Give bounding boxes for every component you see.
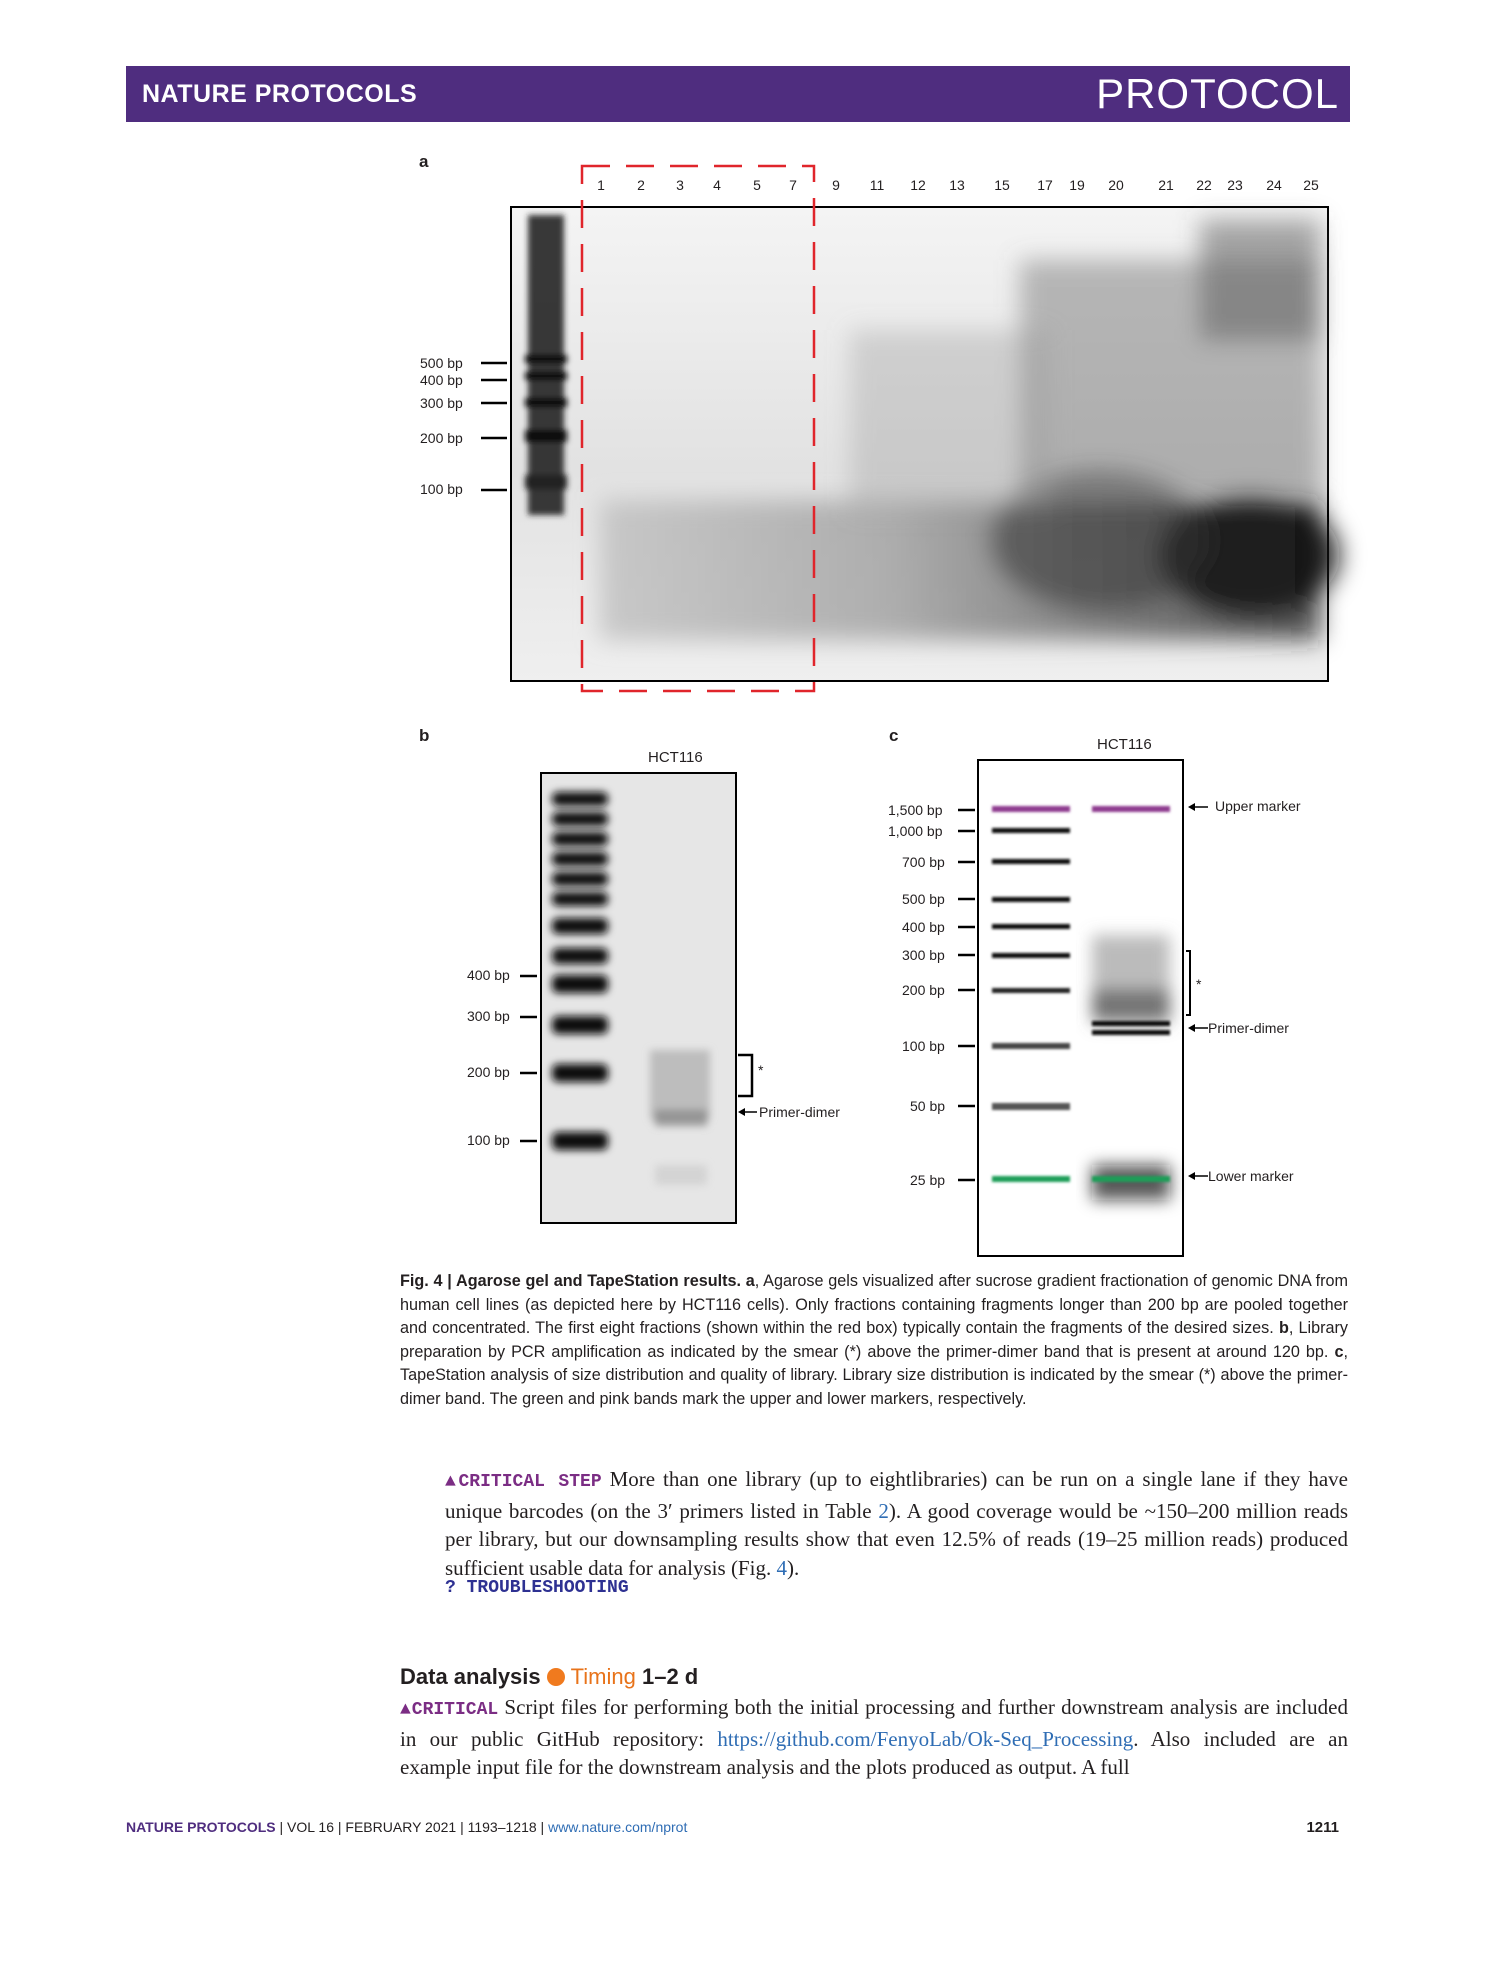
data-analysis-heading <box>400 1664 698 1690</box>
panel-c-smear-bracket <box>1186 951 1190 1015</box>
panel-a-ladder-400: 400 bp <box>420 372 463 388</box>
panel-c-ladder-200: 200 bp <box>902 982 945 998</box>
data-analysis-text-1: Script files for performing both the initial processing and further downstream analysis are included in our public GitHub repository: <box>400 1695 1348 1751</box>
panel-a-lane-label: 7 <box>789 177 797 193</box>
panel-a-lane-label: 20 <box>1108 177 1124 193</box>
panel-a-lane-label: 25 <box>1303 177 1319 193</box>
caption-c-text: , TapeStation analysis of size distribution and quality of library. Library size distribution is indicated by the smear (*) above the primer-dimer band. The green and pink bands mark the upper and lower markers, respectively. <box>400 1342 1348 1408</box>
panel-c-ladder-1000: 1,000 bp <box>888 823 943 839</box>
panel-a-lane-label: 24 <box>1266 177 1282 193</box>
panel-b-ladder-100: 100 bp <box>467 1132 510 1148</box>
ladder-upper-marker-band <box>992 806 1070 812</box>
panel-a-lane-label: 17 <box>1037 177 1053 193</box>
footer-sep: | <box>275 1819 288 1835</box>
panel-a-lane-label: 3 <box>676 177 684 193</box>
timing-dot-icon <box>547 1668 565 1686</box>
panel-a-ladder-300: 300 bp <box>420 395 463 411</box>
panel-a-lane-label: 19 <box>1069 177 1085 193</box>
panel-c-primer-dimer-label: Primer-dimer <box>1208 1020 1289 1036</box>
footer-sep: | <box>536 1819 549 1835</box>
critical-step-text-2: ). A good coverage would be ~150–200 million reads per library, but our downsampling results show that even 12.5% of reads (19–25 million reads) produced sufficient usable data for analysis (Fig. <box>445 1498 1349 1580</box>
panel-b-ladder-200: 200 bp <box>467 1064 510 1080</box>
panel-c-upper-marker-label: Upper marker <box>1215 798 1301 814</box>
footer-volume: VOL 16 <box>287 1819 334 1835</box>
panel-c-letter: c <box>889 726 899 745</box>
panel-b-title: HCT116 <box>648 749 703 766</box>
footer-date: FEBRUARY 2021 <box>345 1819 457 1835</box>
troubleshooting-link[interactable]: ? TROUBLESHOOTING <box>445 1578 629 1598</box>
panel-c-primer-dimer-arrow <box>1188 1024 1208 1032</box>
panel-a-lane-label: 13 <box>949 177 965 193</box>
figure-caption <box>400 1270 1348 1411</box>
panel-c-ladder-25: 25 bp <box>910 1172 946 1188</box>
panel-c-ladder-50: 50 bp <box>910 1098 946 1114</box>
footer-sep: | <box>334 1819 346 1835</box>
panel-a-lane-label: 21 <box>1158 177 1174 193</box>
panel-a-lane-label: 15 <box>994 177 1010 193</box>
github-link[interactable]: https://github.com/FenyoLab/Ok-Seq_Processing <box>717 1726 1134 1751</box>
timing-value: 1–2 d <box>641 1664 699 1689</box>
timing-label: Timing <box>570 1664 636 1689</box>
panel-c-ladder-400: 400 bp <box>902 919 945 935</box>
panel-b-primer-dimer-label: Primer-dimer <box>759 1104 840 1120</box>
panel-a-lane-label: 11 <box>869 177 885 193</box>
panel-a-ladder-200: 200 bp <box>420 430 463 446</box>
footer-pages: 1193–1218 <box>467 1819 537 1835</box>
panel-c-ladder-300: 300 bp <box>902 947 945 963</box>
panel-a-lane-label: 1 <box>597 177 605 193</box>
critical-step-text-3: ). <box>786 1555 800 1580</box>
panel-c-ladder-ticks <box>958 810 975 1180</box>
panel-c-ladder-1500: 1,500 bp <box>888 802 943 818</box>
article-type: PROTOCOL <box>1096 70 1339 117</box>
panel-a-ladder-500: 500 bp <box>420 355 463 371</box>
caption-a-letter: a <box>745 1272 755 1290</box>
panel-c-lower-marker-arrow <box>1188 1172 1208 1180</box>
panel-a-lane-label: 2 <box>637 177 645 193</box>
sample-lower-marker-band <box>1092 1176 1170 1182</box>
footer-url[interactable]: www.nature.com/nprot <box>548 1819 688 1835</box>
caption-c-letter: c <box>1334 1342 1344 1361</box>
footer-journal: NATURE PROTOCOLS <box>126 1819 276 1835</box>
footer <box>126 1819 687 1835</box>
page-number: 1211 <box>1306 1819 1339 1836</box>
sample-upper-marker-band <box>1092 806 1170 812</box>
panel-a-lane-label: 9 <box>832 177 840 193</box>
critical-step-text-1: More than one library (up to eightlibraries) can be run on a single lane if they have unique barcodes (on the 3′ primers listed in Table <box>445 1467 1348 1523</box>
panel-a-lane-label: 5 <box>753 177 761 193</box>
panel-a-letter: a <box>419 152 429 171</box>
panel-b-smear-star: * <box>758 1062 764 1078</box>
panel-b-ladder-400: 400 bp <box>467 967 510 983</box>
caption-b-letter: b <box>1278 1319 1289 1337</box>
fig-ref-link[interactable]: 4 <box>776 1555 787 1580</box>
panel-c-ladder-500: 500 bp <box>902 891 945 907</box>
panel-a-lane-label: 12 <box>910 177 926 193</box>
data-analysis-title: Data analysis <box>400 1664 541 1689</box>
panel-c-lower-marker-label: Lower marker <box>1208 1168 1294 1184</box>
caption-b-text: , Library preparation by PCR amplification as indicated by the smear (*) above the primer-dimer band that is present at around 120 bp. <box>400 1319 1348 1361</box>
panel-c-smear-star: * <box>1196 976 1202 992</box>
caption-label: Fig. 4 | Agarose gel and TapeStation results. <box>400 1272 742 1290</box>
footer-sep: | <box>456 1819 468 1835</box>
table-ref-link[interactable]: 2 <box>878 1498 889 1523</box>
panel-c-ladder-700: 700 bp <box>902 854 945 870</box>
caption-a-text: , Agarose gels visualized after sucrose gradient fractionation of genomic DNA from human cell lines (as depicted here by HCT116 cells). Only fractions containing fragments longer than 200 bp are pooled together and concentrated. The first eight fractions (shown within the red box) typically contain the fragments of the desired sizes. <box>400 1272 1348 1337</box>
panel-c-title: HCT116 <box>1097 736 1152 753</box>
panel-a-lane-label: 22 <box>1196 177 1212 193</box>
panel-c-upper-marker-arrow <box>1188 803 1208 811</box>
panel-b-ladder-300: 300 bp <box>467 1008 510 1024</box>
panel-c-ladder-100: 100 bp <box>902 1038 945 1054</box>
data-analysis-text-2: . Also included are an example input file for the downstream analysis and the plots produced as output. A full <box>400 1726 1348 1779</box>
ladder-lower-marker-band <box>992 1176 1070 1182</box>
journal-name: NATURE PROTOCOLS <box>142 80 418 108</box>
critical-step-tag: ▲CRITICAL STEP <box>445 1472 602 1492</box>
panel-b-letter: b <box>419 726 430 745</box>
panel-a-ladder-100: 100 bp <box>420 481 463 497</box>
panel-a-lane-label: 4 <box>713 177 721 193</box>
critical-step-paragraph <box>445 1465 1348 1582</box>
panel-a-lane-label: 23 <box>1227 177 1243 193</box>
data-analysis-paragraph <box>400 1693 1348 1782</box>
critical-tag: ▲CRITICAL <box>400 1700 499 1720</box>
